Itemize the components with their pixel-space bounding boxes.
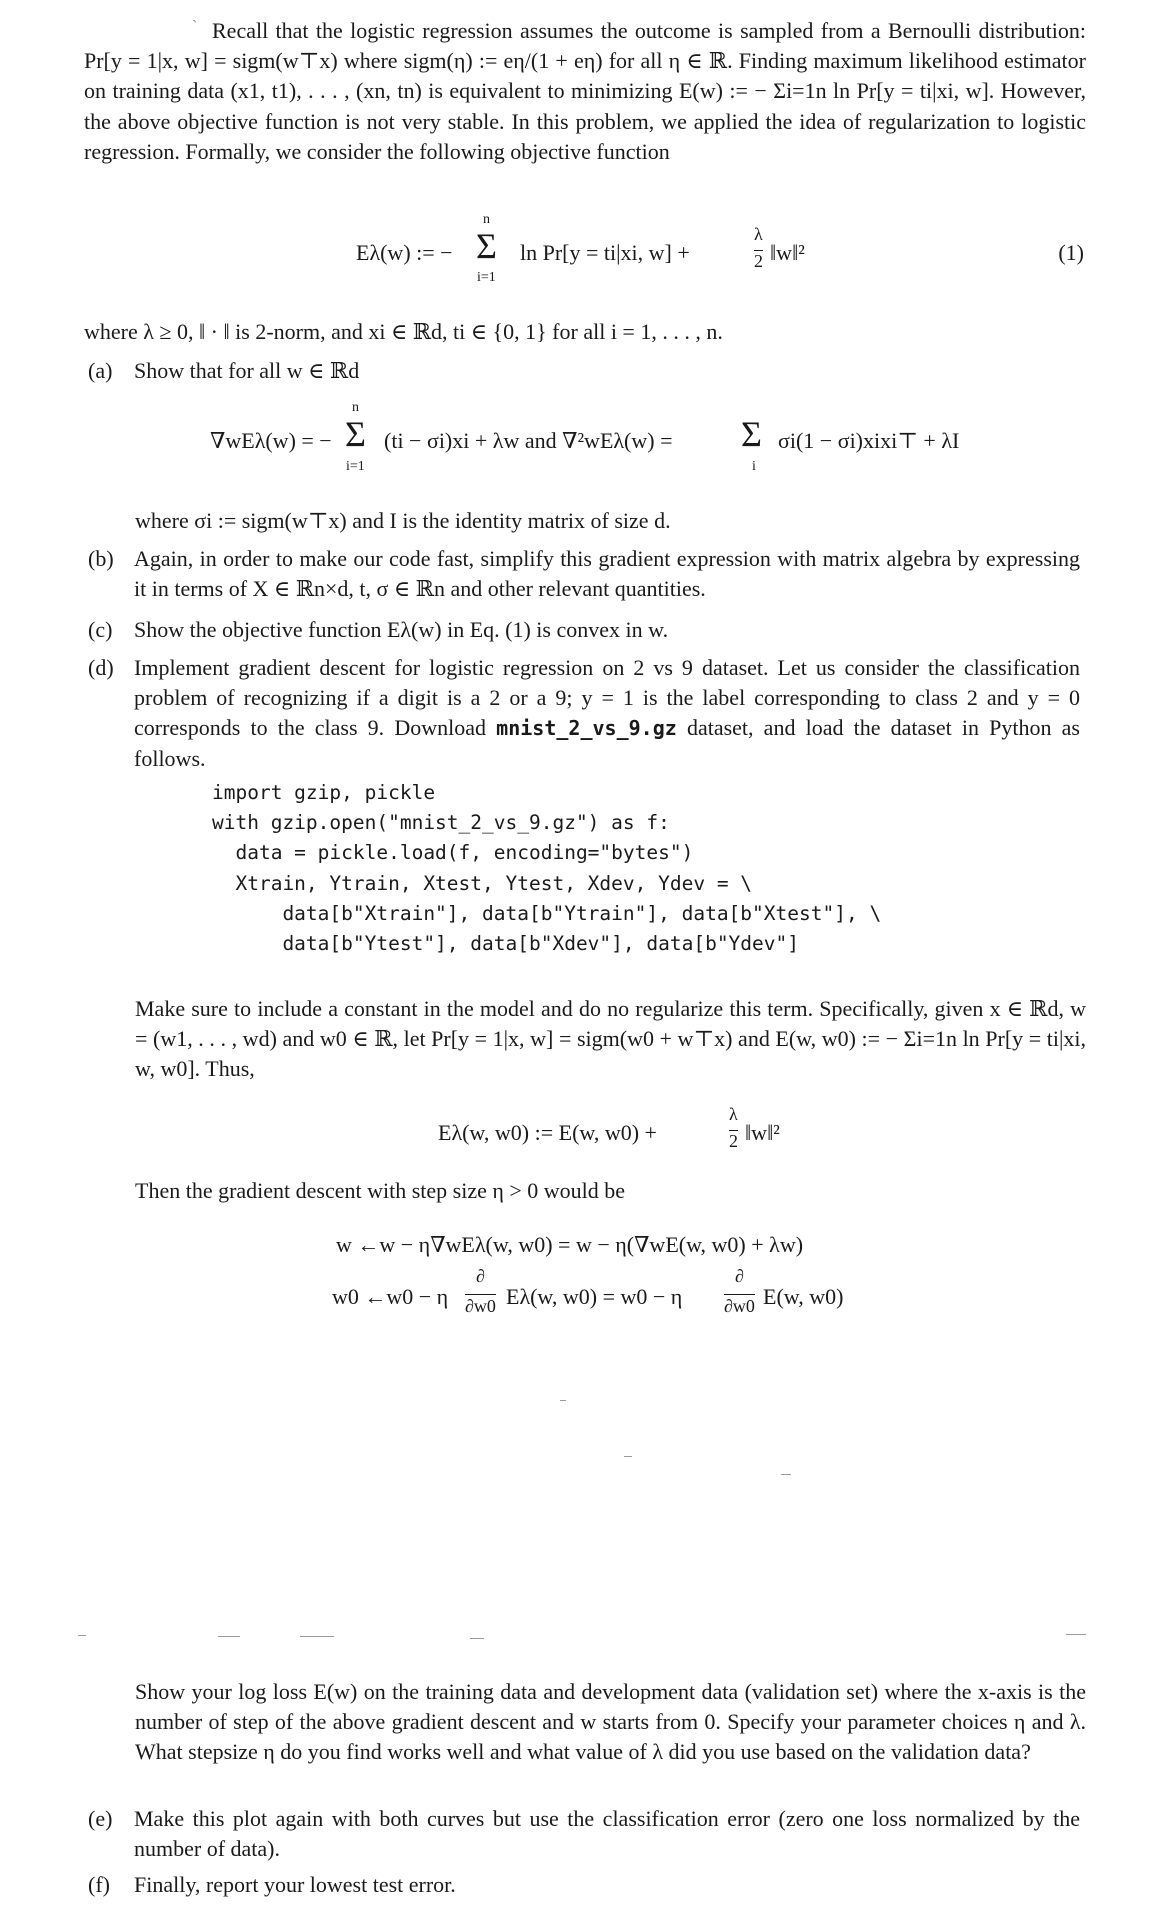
part-f-label: (f) (88, 1872, 110, 1897)
eq2-frac-top: λ (729, 1104, 738, 1124)
part-a-eq-sum2-bottom: i (752, 459, 756, 474)
part-c (88, 615, 1086, 645)
eq1-number: (1) (1058, 240, 1084, 265)
eq1-norm: ‖w‖² (770, 240, 805, 265)
part-a-eq-sum-bottom: i=1 (346, 459, 365, 474)
eq2-lhs: Eλ(w, w0) := E(w, w0) + (438, 1120, 657, 1145)
eq1-frac-top: λ (754, 224, 763, 244)
stray-stroke (470, 1638, 484, 1639)
code-line: data[b"Ytest"], data[b"Xdev"], data[b"Ydev"] (212, 932, 799, 956)
part-a-eq-term: (ti − σi)xi + λw and ∇²wEλ(w) = (384, 428, 673, 453)
update-w0-end: E(w, w0) (763, 1284, 844, 1309)
partial-1-top: ∂ (476, 1266, 485, 1286)
part-e-label: (e) (88, 1806, 113, 1831)
eq1-sum-top: n (483, 212, 490, 227)
part-b-text: Again, in order to make our code fast, simplify this gradient expression with matrix algebra by expressing it in terms of X ∈ ℝn×d, t, σ ∈ ℝn and other relevant quantities. (134, 546, 1080, 602)
part-d-text (134, 653, 1080, 774)
part-a-eq-term2: σi(1 − σi)xixi⊤ + λI (778, 428, 960, 453)
partial-2-bottom: ∂w0 (724, 1296, 755, 1316)
gd-text: Then the gradient descent with step size η > 0 would be (135, 1178, 626, 1203)
part-a-eq-sum-top: n (352, 400, 359, 415)
eq1-sum-symbol: Σ (476, 226, 497, 266)
part-a-eq-lhs: ∇wEλ(w) = − (210, 428, 332, 453)
part-c-label: (c) (88, 617, 113, 642)
code-line: with gzip.open("mnist_2_vs_9.gz") as f: (212, 811, 670, 835)
part-a-label: (a) (88, 358, 113, 383)
part-a (88, 356, 1086, 386)
stray-stroke (78, 1635, 86, 1636)
code-block (212, 778, 881, 959)
eq2-frac-bottom: 2 (729, 1131, 738, 1151)
eq1-lhs: Eλ(w) := − (356, 240, 453, 265)
partial-1-bottom: ∂w0 (465, 1296, 496, 1316)
partial-2-top: ∂ (735, 1266, 744, 1286)
where-line: where λ ≥ 0, ‖ · ‖ is 2-norm, and xi ∈ ℝd, ti ∈ {0, 1} for all i = 1, . . . , n. (84, 319, 723, 344)
part-a-where: where σi := sigm(w⊤x) and I is the identity matrix of size d. (135, 508, 671, 533)
constant-paragraph: Make sure to include a constant in the model and do no regularize this term. Specifically, given x ∈ ℝd, w = (w1, . . . , wd) and w0 ∈ ℝ, let Pr[y = 1|x, w] = sigm(w0 + w⊤x) and E(w, w0) := − Σi=1n ln Pr[y = ti|xi, w, w0]. Thus, (135, 996, 1086, 1082)
show-paragraph: Show your log loss E(w) on the training data and development data (validation set) where the x-axis is the number of step of the above gradient descent and w starts from 0. Specify your parameter choices η and λ. What stepsize η do you find works well and what value of λ did you use based on the validation data? (135, 1679, 1086, 1765)
stray-stroke (781, 1474, 791, 1475)
stray-stroke (1066, 1634, 1086, 1635)
code-line: data[b"Xtrain"], data[b"Ytrain"], data[b"Xtest"], \ (212, 901, 882, 925)
part-d-text-after: dataset, and load the dataset in Python as follows. (134, 715, 1080, 771)
stray-stroke (560, 1400, 566, 1401)
part-f-text: Finally, report your lowest test error. (134, 1872, 456, 1897)
part-a-eq-sum-symbol: Σ (345, 414, 366, 454)
part-e-text: Make this plot again with both curves but use the classification error (zero one loss normalized by the number of data). (134, 1806, 1080, 1862)
part-c-text: Show the objective function Eλ(w) in Eq. (1) is convex in w. (134, 617, 669, 642)
code-line: import gzip, pickle (212, 781, 436, 804)
part-d-text-before: Implement gradient descent for logistic regression on 2 vs 9 dataset. Let us consider the classification problem of recognizing if a digit is a 2 or a 9; y = 1 is the label corresponding to class 2 and y = 0 corresponds to the class 9. Download (134, 655, 1080, 741)
update-w0-lhs: w0 ←w0 − η (332, 1284, 449, 1309)
part-d-label: (d) (88, 655, 114, 680)
part-e (88, 1804, 1086, 1864)
stray-stroke (300, 1636, 334, 1637)
stray-stroke (624, 1456, 632, 1457)
dataset-filename: mnist_2_vs_9.gz (496, 716, 677, 741)
part-b (88, 544, 1086, 604)
eq2-norm: ‖w‖² (745, 1120, 780, 1145)
update-w: w ←w − η∇wEλ(w, w0) = w − η(∇wE(w, w0) + λw) (336, 1232, 804, 1257)
eq1-frac-bottom: 2 (754, 251, 763, 271)
intro-paragraph: Recall that the logistic regression assumes the outcome is sampled from a Bernoulli distribution: Pr[y = 1|x, w] = sigm(w⊤x) where sigm(η) := eη/(1 + eη) for all η ∈ ℝ. Finding maximum likelihood estimator on training data (x1, t1), . . . , (xn, tn) is equivalent to minimizing E(w) := − Σi=1n ln Pr[y = ti|xi, w]. However, the above objective function is not very stable. In this problem, we applied the idea of regularization to logistic regression. Formally, we consider the following objective function (84, 18, 1086, 164)
update-w0-mid: Eλ(w, w0) = w0 − η (506, 1284, 683, 1309)
part-d (88, 653, 1086, 774)
part-a-text: Show that for all w ∈ ℝd (134, 358, 360, 383)
eq1-term: ln Pr[y = ti|xi, w] + (520, 240, 690, 265)
code-line: Xtrain, Ytrain, Xtest, Ytest, Xdev, Ydev = \ (212, 871, 753, 895)
stray-stroke (218, 1636, 240, 1637)
stray-mark: ` (192, 18, 198, 35)
code-line: data = pickle.load(f, encoding="bytes") (212, 841, 694, 865)
part-b-label: (b) (88, 546, 114, 571)
eq1-sum-bottom: i=1 (477, 270, 496, 285)
part-a-eq-sum2-symbol: Σ (741, 414, 762, 454)
part-f (88, 1870, 1086, 1900)
